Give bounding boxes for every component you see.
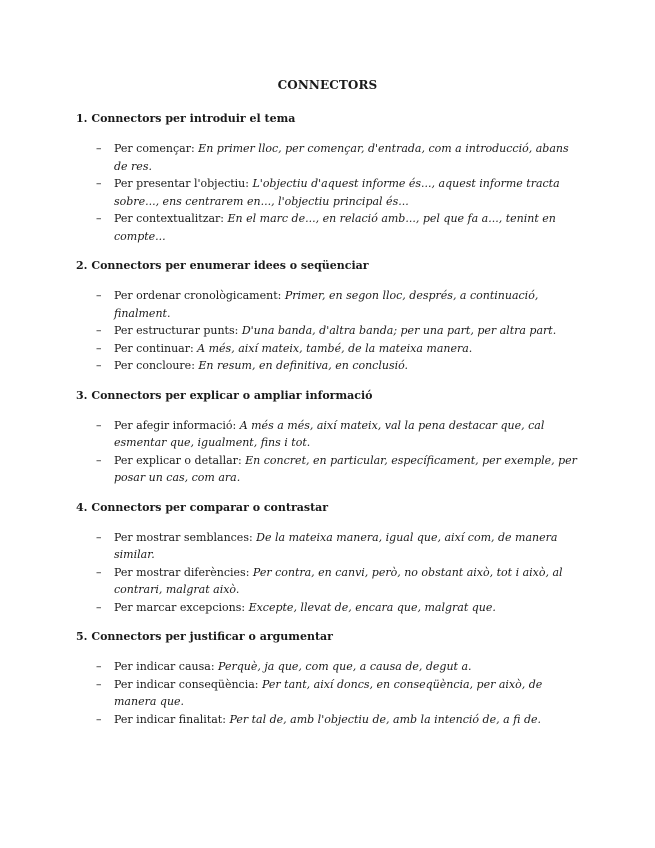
connector-list [76, 529, 581, 617]
dash-bullet: – [96, 142, 102, 155]
section-heading: 4. Connectors per comparar o contrastar [76, 500, 329, 514]
list-item [76, 452, 581, 487]
item-examples: En primer lloc, per començar, d'entrada, com a introducció, abans de res. [114, 142, 569, 173]
dash-bullet: – [96, 565, 102, 579]
list-item [76, 564, 581, 599]
item-label: Per indicar causa: [114, 660, 215, 673]
section-enumerar-idees [76, 258, 581, 375]
item-label: Per afegir informació: [114, 418, 237, 432]
dash-bullet: – [96, 289, 102, 302]
item-label: Per indicar conseqüència: [114, 677, 259, 691]
item-label: Per concloure: [114, 359, 195, 372]
list-item [76, 340, 581, 358]
section-heading: 2. Connectors per enumerar idees o seqüenciar [76, 259, 369, 272]
item-label: Per explicar o detallar: [114, 453, 242, 467]
item-examples: L'objectiu d'aquest informe és..., aquest informe tracta sobre..., ens centrarem en..., l'objectiu principal és... [114, 177, 560, 208]
dash-bullet: – [96, 712, 102, 726]
list-item [76, 676, 581, 711]
item-label: Per continuar: [114, 341, 194, 355]
item-examples: Per tant, així doncs, en conseqüència, per això, de manera que. [114, 677, 543, 708]
dash-bullet: – [96, 530, 102, 544]
item-label: Per començar: [114, 142, 195, 155]
item-examples: A més, així mateix, també, de la mateixa manera. [197, 341, 473, 355]
list-item [76, 322, 581, 340]
dash-bullet: – [96, 359, 102, 372]
item-examples: Perquè, ja que, com que, a causa de, degut a. [218, 660, 472, 673]
item-label: Per estructurar punts: [114, 324, 239, 337]
document-body [76, 111, 581, 741]
section-justificar-argumentar [76, 629, 581, 728]
section-comparar-contrastar [76, 500, 581, 617]
list-item [76, 210, 581, 245]
item-label: Per ordenar cronològicament: [114, 289, 282, 302]
list-item [76, 357, 581, 375]
connector-list [76, 140, 581, 245]
item-examples: De la mateixa manera, igual que, així com, de manera similar. [114, 530, 558, 561]
list-item [76, 529, 581, 564]
item-examples: En resum, en definitiva, en conclusió. [198, 359, 409, 372]
item-label: Per marcar excepcions: [114, 600, 246, 614]
list-item [76, 658, 581, 676]
item-examples: Per tal de, amb l'objectiu de, amb la intenció de, a fi de. [229, 712, 542, 726]
dash-bullet: – [96, 600, 102, 614]
dash-bullet: – [96, 453, 102, 467]
section-heading: 5. Connectors per justificar o argumentar [76, 630, 333, 643]
item-examples: A més a més, així mateix, val la pena destacar que, cal esmentar que, igualment, fins i tot. [114, 418, 545, 449]
list-item [76, 711, 581, 729]
item-label: Per contextualitzar: [114, 212, 225, 225]
dash-bullet: – [96, 660, 102, 673]
item-label: Per mostrar diferències: [114, 565, 250, 579]
item-examples: En el marc de..., en relació amb..., pel que fa a..., tenint en compte... [114, 212, 556, 243]
connector-list [76, 658, 581, 728]
section-heading: 3. Connectors per explicar o ampliar informació [76, 388, 373, 402]
item-examples: Per contra, en canvi, però, no obstant això, tot i això, al contrari, malgrat això. [114, 565, 563, 596]
item-label: Per mostrar semblances: [114, 530, 253, 544]
section-explicar-ampliar [76, 388, 581, 487]
section-heading: 1. Connectors per introduir el tema [76, 112, 296, 125]
list-item [76, 287, 581, 322]
connector-list [76, 417, 581, 487]
item-examples: Excepte, llevat de, encara que, malgrat que. [248, 600, 496, 614]
dash-bullet: – [96, 418, 102, 432]
item-label: Per presentar l'objectiu: [114, 177, 249, 190]
connector-list [76, 287, 581, 375]
list-item [76, 417, 581, 452]
item-examples: En concret, en particular, específicament, per exemple, per posar un cas, com ara. [114, 453, 577, 484]
dash-bullet: – [96, 177, 102, 190]
list-item [76, 140, 581, 175]
page-title: CONNECTORS [277, 78, 378, 92]
list-item [76, 175, 581, 210]
list-item [76, 599, 581, 617]
section-introduir-tema [76, 111, 581, 245]
item-label: Per indicar finalitat: [114, 712, 226, 726]
item-examples: D'una banda, d'altra banda; per una part, per altra part. [241, 324, 557, 337]
dash-bullet: – [96, 677, 102, 691]
dash-bullet: – [96, 212, 102, 225]
item-examples: Primer, en segon lloc, després, a continuació, finalment. [114, 289, 539, 320]
dash-bullet: – [96, 324, 102, 337]
dash-bullet: – [96, 341, 102, 355]
